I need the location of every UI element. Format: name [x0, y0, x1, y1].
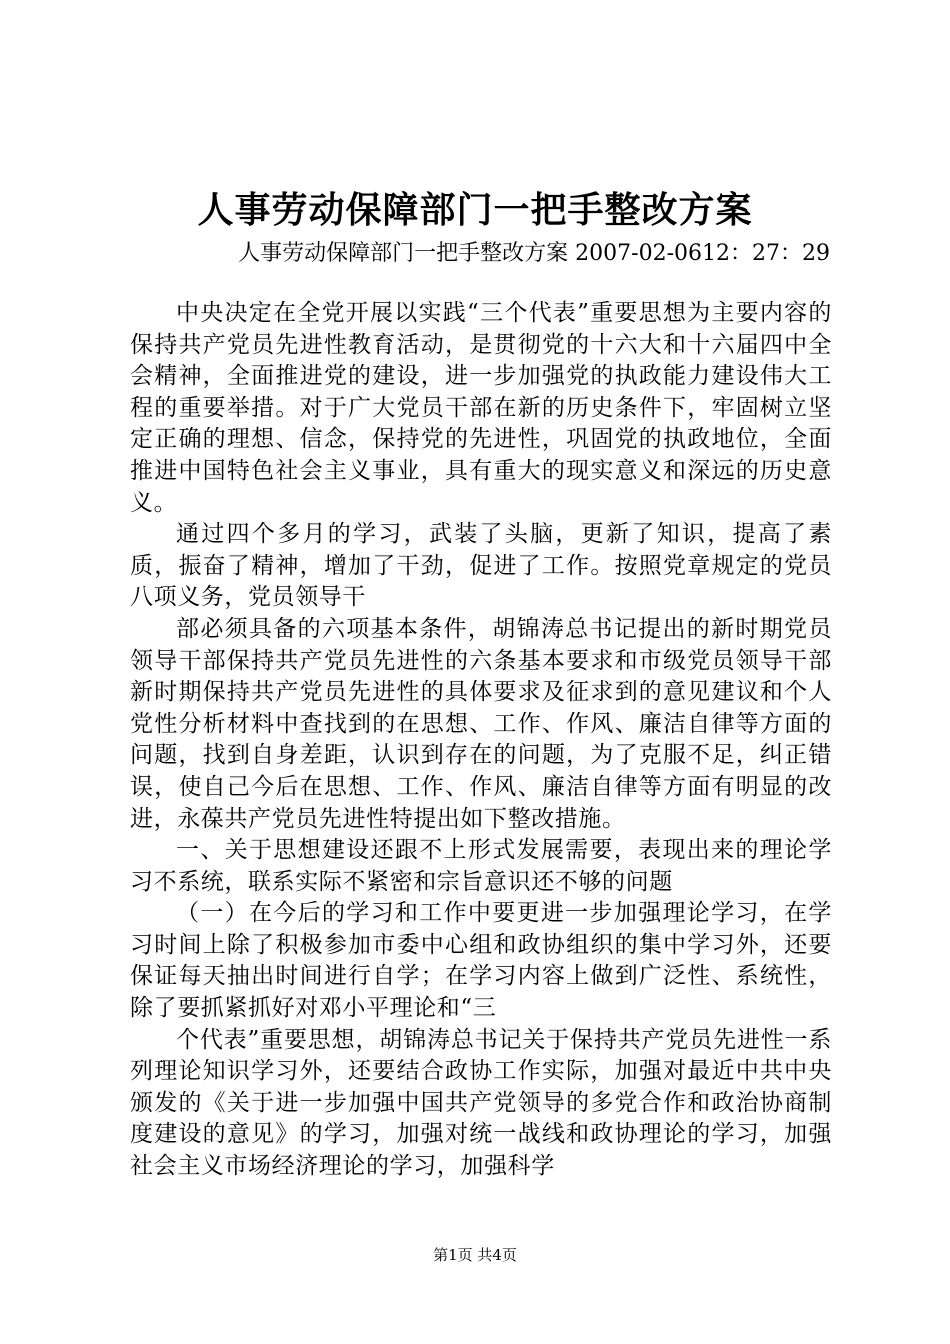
page-number-footer: 第1页 共4页 [433, 1246, 517, 1264]
paragraph: 部必须具备的六项基本条件，胡锦涛总书记提出的新时期党员领导干部保持共产党员先进性的六条基本要求和市级党员领导干部新时期保持共产党员先进性的具体要求及征求到的意见建议和个人党性分析材料中查找到的在思想、工作、作风、廉洁自律等方面的问题，找到自身差距，认识到存在的问题，为了克服不足，纠正错误，使自己今后在思想、工作、作风、廉洁自律等方面有明显的改进，永葆共产党员先进性特提出如下整改措施。 [130, 615, 832, 832]
paragraph: 一、关于思想建设还跟不上形式发展需要，表现出来的理论学习不系统，联系实际不紧密和宗旨意识还不够的问题 [130, 837, 832, 895]
paragraph: （一）在今后的学习和工作中要更进一步加强理论学习，在学习时间上除了积极参加市委中心组和政协组织的集中学习外，还要保证每天抽出时间进行自学；在学习内容上做到广泛性、系统性，除了要抓紧抓好对邓小平理论和“三 [130, 900, 832, 1022]
paragraph: 个代表”重要思想，胡锦涛总书记关于保持共产党员先进性一系列理论知识学习外，还要结合政协工作实际，加强对最近中共中央颁发的《关于进一步加强中国共产党领导的多党合作和政治协商制度建设的意见》的学习，加强对统一战线和政协理论的学习，加强社会主义市场经济理论的学习，加强科学 [130, 1026, 832, 1180]
document-title: 人事劳动保障部门一把手整改方案 [197, 189, 753, 231]
document-subtitle: 人事劳动保障部门一把手整改方案 2007-02-0612：27：29 [238, 241, 830, 266]
paragraph: 中央决定在全党开展以实践“三个代表”重要思想为主要内容的保持共产党员先进性教育活动，是贯彻党的十六大和十六届四中全会精神，全面推进党的建设，进一步加强党的执政能力建设伟大工程的重要举措。对于广大党员干部在新的历史条件下，牢固树立坚定正确的理想、信念，保持党的先进性，巩固党的执政地位，全面推进中国特色社会主义事业，具有重大的现实意义和深远的历史意义。 [130, 300, 832, 516]
document-body [130, 298, 832, 1183]
paragraph: 通过四个多月的学习，武装了头脑，更新了知识，提高了素质，振奋了精神，增加了干劲，促进了工作。按照党章规定的党员八项义务，党员领导干 [130, 521, 832, 611]
